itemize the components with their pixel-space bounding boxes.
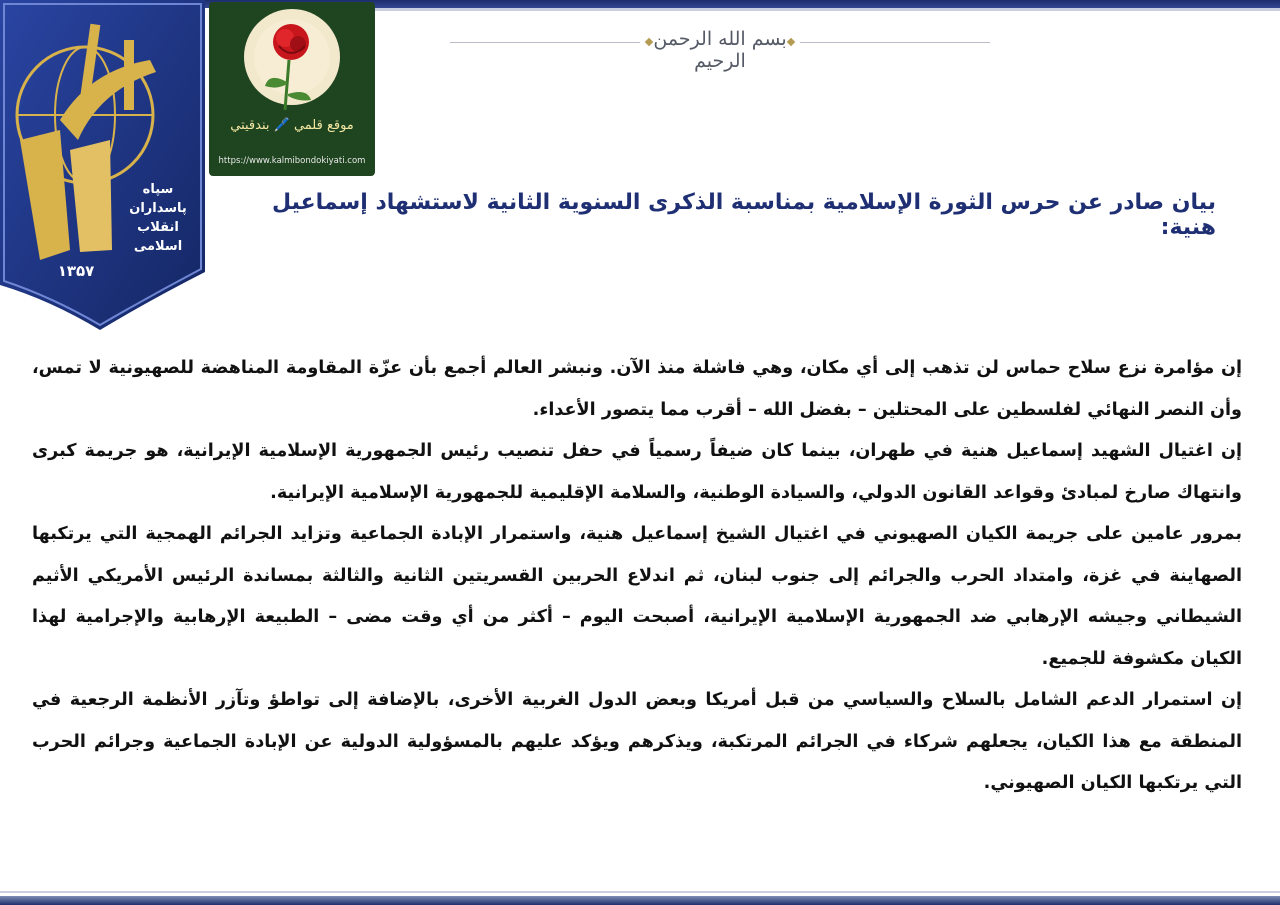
emblem-text-line3: انقلاب [137,220,179,235]
site-name: موقع قلمي 🖊️ بندقيتي [230,118,354,133]
irgc-emblem-graphic [0,0,210,335]
divider-left [450,42,640,43]
paragraph-3: بمرور عامين على جريمة الكيان الصهيوني في اغتيال الشيخ إسماعيل هنية، واستمرار الإبادة الجماعية وتزايد الجرائم الهمجية التي يرتكبها الصهاينة في غزة، وامتداد الحرب والجرائم إلى جنوب لبنان، ثم اندلاع الحربين القسريتين الثانية والثالثة بمساندة الرئيس الأمريكي الأثيم الشيطاني وجيشه الإرهابي ضد الجمهورية الإسلامية الإيرانية، أصبحت اليوم – أكثر من أي وقت مضى – الطبيعة الإرهابية والإجرامية لهذا الكيان مكشوفة للجميع. [32,524,1242,669]
emblem-text-line4: اسلامی [133,239,183,254]
irgc-emblem [0,0,210,335]
document-title: بيان صادر عن حرس الثورة الإسلامية بمناسبة الذكرى السنوية الثانية لاستشهاد إسماعيل هنية: [271,190,1216,240]
bottom-border [0,896,1280,905]
basmala-text: بسم الله الرحمن الرحيم [653,28,787,72]
site-url[interactable]: https://www.kalmibondokiyati.com [218,156,366,166]
emblem-text-line1: سپاه [142,182,174,197]
bottom-border-accent [0,891,1280,893]
emblem-text [118,180,198,256]
document-body [32,348,1242,805]
paragraph-2: إن اغتيال الشهيد إسماعيل هنية في طهران، بينما كان ضيفاً رسمياً في حفل تنصيب رئيس الجمهورية الإسلامية الإيرانية، هو جريمة كبرى وانتهاك صارخ لمبادئ وقواعد القانون الدولي، والسيادة الوطنية، والسلامة الإقليمية للجمهورية الإسلامية الإيرانية. [32,441,1242,503]
rose-icon [209,2,375,176]
emblem-year: ۱۳۵۷ [57,262,95,280]
paragraph-1: إن مؤامرة نزع سلاح حماس لن تذهب إلى أي مكان، وهي فاشلة منذ الآن. ونبشر العالم أجمع بأن عزّة المقاومة المناهضة للصهيونية لا تمس، وأن النصر النهائي لفلسطين على المحتلين – بفضل الله – أقرب مما يتصور الأعداء. [32,358,1242,420]
paragraph-4: إن استمرار الدعم الشامل بالسلاح والسياسي من قبل أمريكا وبعض الدول الغربية الأخرى، بالإضافة إلى تواطؤ وتآزر الأنظمة الرجعية في المنطقة مع هذا الكيان، يجعلهم شركاء في الجرائم المرتكبة، ويذكرهم ويؤكد عليهم بالمسؤولية الدولية عن الإبادة الجماعية وجرائم الحرب التي يرتكبها الكيان الصهيوني. [32,690,1242,793]
top-border-accent [375,8,1280,11]
emblem-text-line2: پاسداران [129,201,187,216]
site-logo[interactable] [209,2,375,176]
divider-right [800,42,990,43]
basmala-header [450,22,990,72]
